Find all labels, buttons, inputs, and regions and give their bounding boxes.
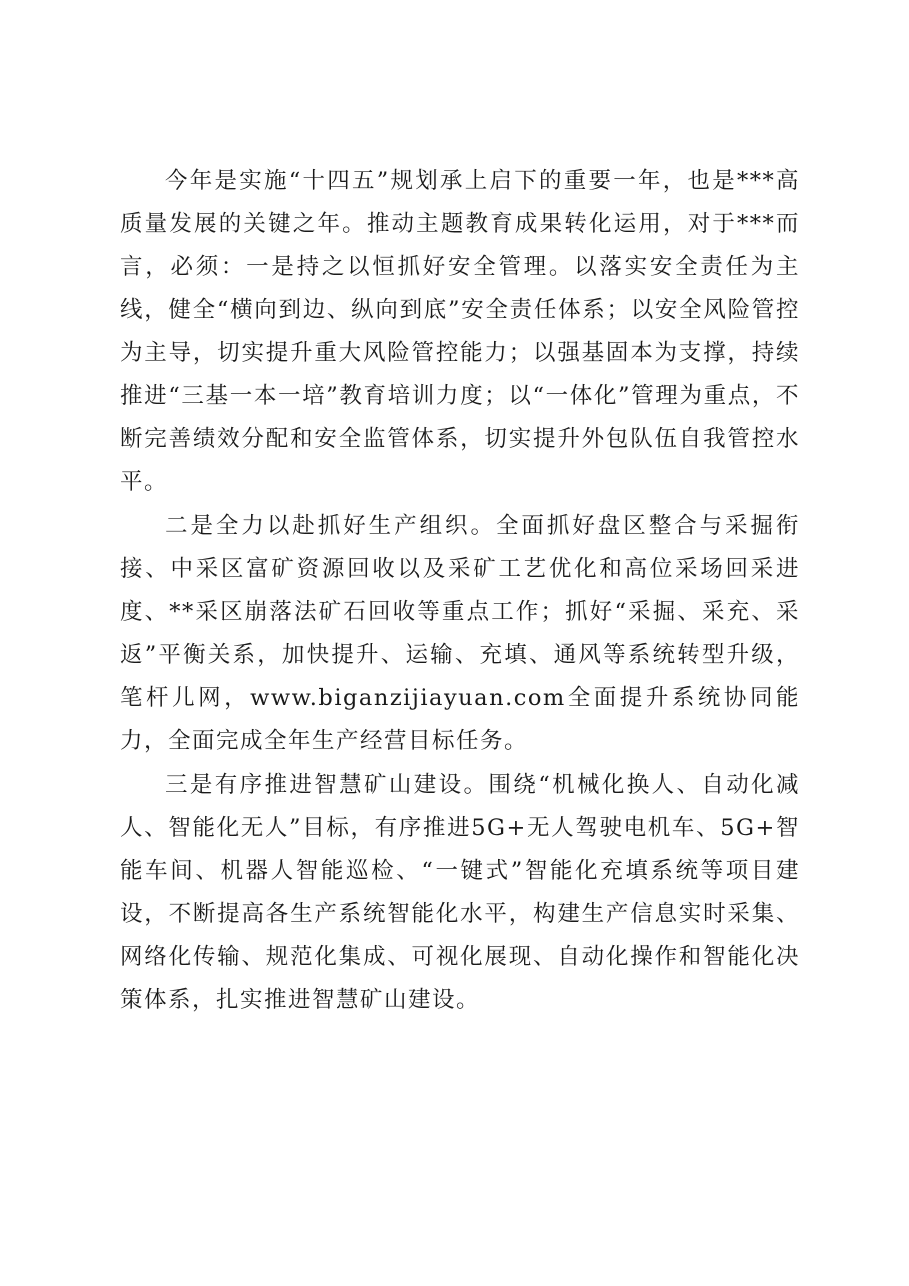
- paragraph-production-organization: 二是全力以赴抓好生产组织。全面抓好盘区整合与采掘衔接、中采区富矿资源回收以及采矿工艺优化和高位采场回采进度、**采区崩落法矿石回收等重点工作；抓好“采掘、采充、采返”平衡关系，加快提升、运输、充填、通风等系统转型升级，笔杆儿网，www.biganzijiayuan.com全面提升系统协同能力，全面完成全年生产经营目标任务。: [120, 513, 800, 754]
- paragraph-safety-management: 今年是实施“十四五”规划承上启下的重要一年，也是***高质量发展的关键之年。推动主题教育成果转化运用，对于***而言，必须：一是持之以恒抓好安全管理。以落实安全责任为主线，健全“横向到边、纵向到底”安全责任体系；以安全风险管控为主导，切实提升重大风险管控能力；以强基固本为支撑，持续推进“三基一本一培”教育培训力度；以“一体化”管理为重点，不断完善绩效分配和安全监管体系，切实提升外包队伍自我管控水平。: [120, 168, 800, 495]
- document-body: [120, 160, 800, 1022]
- paragraph-smart-mine-construction: 三是有序推进智慧矿山建设。围绕“机械化换人、自动化减人、智能化无人”目标，有序推进5G+无人驾驶电机车、5G+智能车间、机器人智能巡检、“一键式”智能化充填系统等项目建设，不断提高各生产系统智能化水平，构建生产信息实时采集、网络化传输、规范化集成、可视化展现、自动化操作和智能化决策体系，扎实推进智慧矿山建设。: [120, 772, 800, 1013]
